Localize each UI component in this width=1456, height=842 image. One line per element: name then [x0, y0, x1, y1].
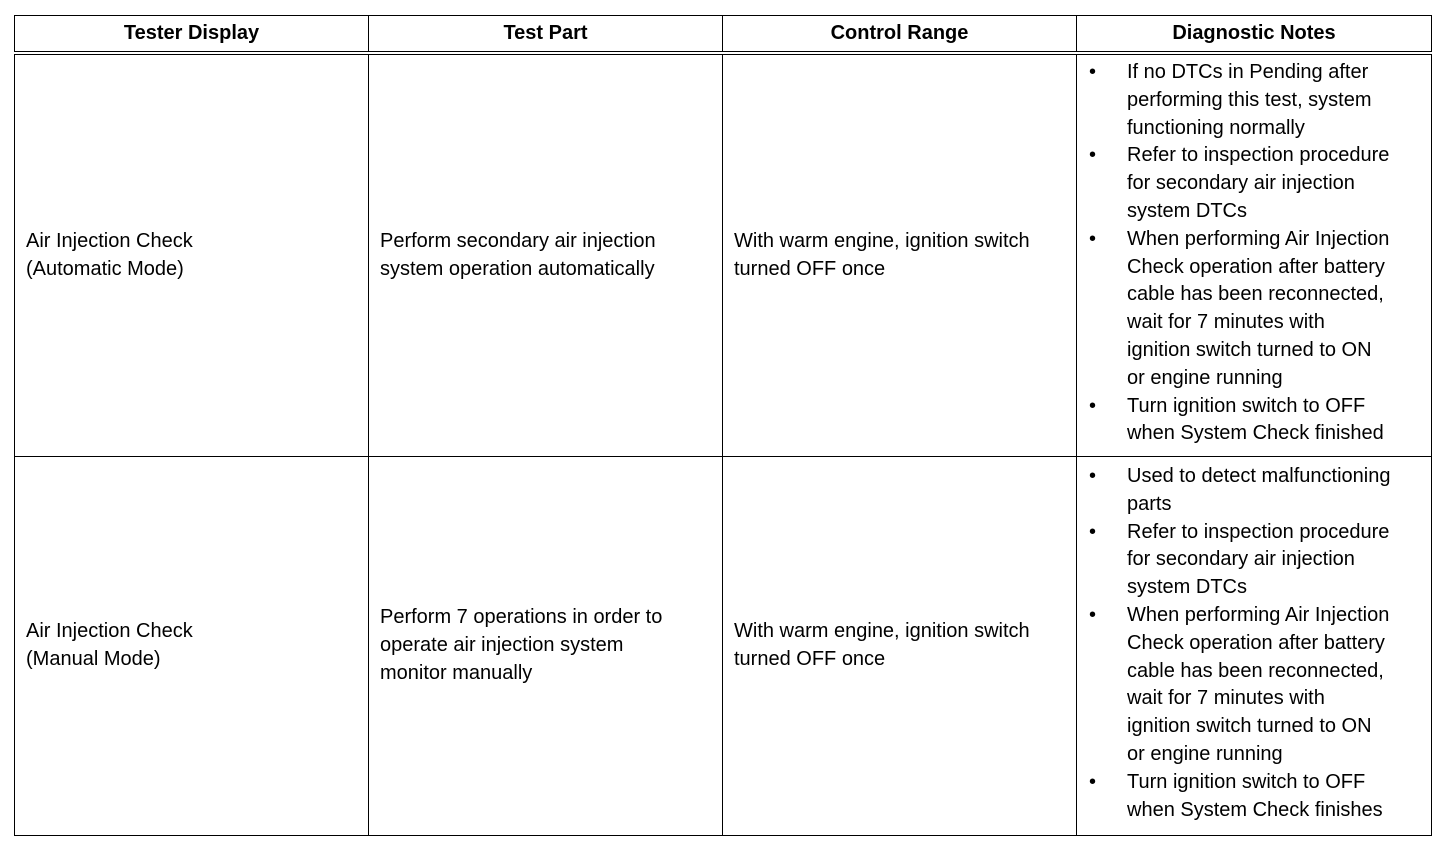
cell-line: Air Injection Check: [26, 620, 193, 643]
bullet-icon: •: [1089, 465, 1097, 487]
table-row: [15, 53, 1432, 457]
note-line: when System Check finished: [1127, 422, 1384, 445]
note-line: performing this test, system: [1127, 88, 1372, 111]
cell-line: operate air injection system: [380, 634, 624, 657]
note-item: [1077, 226, 1431, 393]
header-test-part: Test Part: [369, 16, 723, 54]
note-item: [1077, 59, 1431, 142]
bullet-icon: •: [1089, 144, 1097, 167]
cell-line: With warm engine, ignition switch: [734, 229, 1030, 252]
note-line: When performing Air Injection: [1127, 603, 1390, 626]
cell-line: system operation automatically: [380, 257, 655, 280]
note-line: Used to detect malfunctioning: [1127, 465, 1391, 487]
note-line: when System Check finishes: [1127, 798, 1383, 821]
note-item: [1077, 393, 1431, 449]
cell-line: Air Injection Check: [26, 229, 193, 252]
note-line: wait for 7 minutes with: [1127, 687, 1325, 710]
tester-display-cell: [15, 53, 369, 457]
note-line: Check operation after battery: [1127, 255, 1385, 278]
cell-line: monitor manually: [380, 661, 533, 684]
tester-display-cell: [15, 457, 369, 836]
cell-line: Perform 7 operations in order to: [380, 606, 663, 629]
note-line: Refer to inspection procedure: [1127, 144, 1390, 167]
note-line: wait for 7 minutes with: [1127, 311, 1325, 334]
cell-line: Perform secondary air injection: [380, 229, 656, 252]
bullet-icon: •: [1089, 394, 1097, 417]
table-row: [15, 457, 1432, 836]
header-diagnostic-notes: Diagnostic Notes: [1077, 16, 1432, 54]
note-line: If no DTCs in Pending after: [1127, 61, 1369, 83]
note-line: ignition switch turned to ON: [1127, 338, 1372, 361]
note-line: Turn ignition switch to OFF: [1127, 394, 1366, 417]
cell-line: turned OFF once: [734, 257, 886, 280]
note-line: system DTCs: [1127, 576, 1247, 599]
note-item: [1077, 769, 1431, 825]
notes-list: [1077, 59, 1431, 448]
test-part-cell: [369, 457, 723, 836]
cell-line: With warm engine, ignition switch: [734, 620, 1030, 643]
header-tester-display: Tester Display: [15, 16, 369, 54]
control-range-cell: [723, 53, 1077, 457]
note-line: functioning normally: [1127, 116, 1305, 139]
note-line: or engine running: [1127, 366, 1283, 389]
note-line: When performing Air Injection: [1127, 227, 1390, 250]
notes-list: [1077, 463, 1431, 824]
bullet-icon: •: [1089, 61, 1097, 83]
note-line: cable has been reconnected,: [1127, 659, 1384, 682]
note-line: or engine running: [1127, 742, 1283, 765]
bullet-icon: •: [1089, 603, 1097, 626]
diagnostic-notes-cell: [1077, 53, 1432, 457]
note-line: Check operation after battery: [1127, 631, 1385, 654]
bullet-icon: •: [1089, 770, 1097, 793]
note-line: cable has been reconnected,: [1127, 283, 1384, 306]
cell-line: (Automatic Mode): [26, 257, 184, 280]
cell-line: (Manual Mode): [26, 648, 161, 670]
control-range-cell: [723, 457, 1077, 836]
diagnostic-notes-cell: [1077, 457, 1432, 836]
header-row: [15, 16, 1432, 54]
test-part-cell: [369, 53, 723, 457]
note-line: for secondary air injection: [1127, 548, 1355, 571]
note-item: [1077, 463, 1431, 519]
note-line: system DTCs: [1127, 199, 1247, 222]
note-line: Turn ignition switch to OFF: [1127, 770, 1366, 793]
note-line: for secondary air injection: [1127, 172, 1355, 195]
diagnostic-table: [14, 15, 1432, 836]
note-line: ignition switch turned to ON: [1127, 715, 1372, 738]
note-item: [1077, 602, 1431, 769]
note-line: parts: [1127, 492, 1172, 515]
cell-line: turned OFF once: [734, 648, 886, 670]
header-control-range: Control Range: [723, 16, 1077, 54]
bullet-icon: •: [1089, 227, 1097, 250]
note-item: [1077, 519, 1431, 602]
note-item: [1077, 142, 1431, 225]
note-line: Refer to inspection procedure: [1127, 520, 1390, 543]
bullet-icon: •: [1089, 520, 1097, 543]
